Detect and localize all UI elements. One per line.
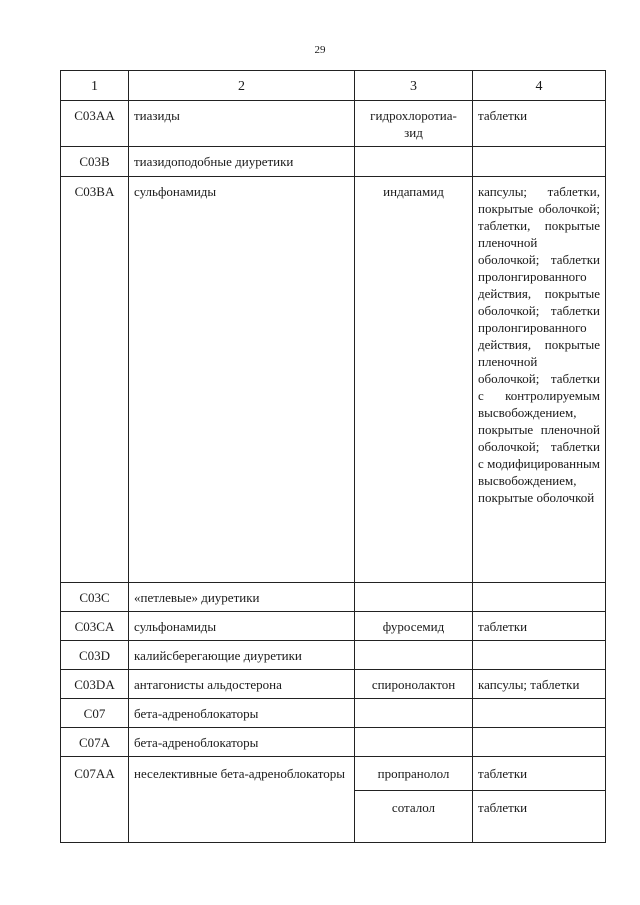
dosage-form: таблетки [473, 757, 606, 791]
pharmacological-group: сульфонамиды [129, 177, 355, 583]
drug-name: индапамид [355, 177, 473, 583]
pharmacological-group: тиазиды [129, 101, 355, 147]
table-row [61, 612, 606, 641]
drug-name: гидрохлоротиа- зид [355, 101, 473, 147]
dosage-form [473, 583, 606, 612]
dosage-form [473, 641, 606, 670]
column-header-1: 1 [61, 71, 129, 101]
pharmacological-group: бета-адреноблокаторы [129, 728, 355, 757]
pharmacological-group: неселективные бета-адреноблокаторы [129, 757, 355, 843]
drug-name [355, 728, 473, 757]
pharmacological-group: «петлевые» диуретики [129, 583, 355, 612]
table-row [61, 641, 606, 670]
drug-name: фуросемид [355, 612, 473, 641]
pharmacological-group: бета-адреноблокаторы [129, 699, 355, 728]
dosage-form: таблетки [473, 791, 606, 843]
atc-code: C03DA [61, 670, 129, 699]
drug-name [355, 583, 473, 612]
dosage-form [473, 699, 606, 728]
table-row [61, 147, 606, 177]
atc-code: C07A [61, 728, 129, 757]
drug-name [355, 699, 473, 728]
column-header-4: 4 [473, 71, 606, 101]
table-row [61, 101, 606, 147]
table-row [61, 583, 606, 612]
atc-code: C03AA [61, 101, 129, 147]
drug-name [355, 641, 473, 670]
atc-code: C07 [61, 699, 129, 728]
drug-name: спиронолактон [355, 670, 473, 699]
page-number: 29 [314, 44, 326, 56]
dosage-form [473, 147, 606, 177]
table-row [61, 728, 606, 757]
atc-code: C03CA [61, 612, 129, 641]
table-row [61, 757, 606, 791]
pharmacological-group: сульфонамиды [129, 612, 355, 641]
table-row [61, 699, 606, 728]
drug-name: пропранолол [355, 757, 473, 791]
pharmacological-group: тиазидоподобные диуретики [129, 147, 355, 177]
dosage-form: таблетки [473, 101, 606, 147]
atc-code: C03D [61, 641, 129, 670]
dosage-form: таблетки [473, 612, 606, 641]
drug-name: соталол [355, 791, 473, 843]
atc-code: C03C [61, 583, 129, 612]
drug-name [355, 147, 473, 177]
atc-code: C03B [61, 147, 129, 177]
atc-code: C03BA [61, 177, 129, 583]
dosage-form [473, 728, 606, 757]
table-header-row [61, 71, 606, 101]
dosage-form: капсулы; таблетки [473, 670, 606, 699]
table-row [61, 177, 606, 583]
atc-code: C07AA [61, 757, 129, 843]
pharmacological-group: калийсберегающие диуретики [129, 641, 355, 670]
column-header-3: 3 [355, 71, 473, 101]
column-header-2: 2 [129, 71, 355, 101]
drug-table [60, 70, 606, 843]
table-row [61, 670, 606, 699]
pharmacological-group: антагонисты альдостерона [129, 670, 355, 699]
dosage-form: капсулы; таблетки, покрытые оболочкой; таблетки, покрытые пленочной оболочкой; таблетки пролонгированного действия, покрытые оболочкой; таблетки пролонгированного действия, покрытые пленочной оболочкой; таблетки с контролируемым высвобождением, покрытые пленочной оболочкой; таблетки с модифицированным высвобождением, покрытые оболочкой [473, 177, 606, 583]
